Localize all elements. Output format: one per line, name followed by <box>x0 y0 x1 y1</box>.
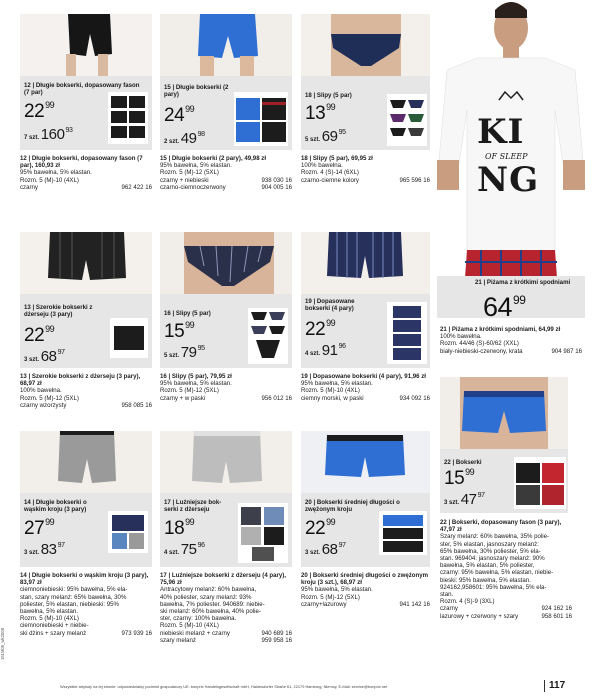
set-price: 7 szt. $160^{93}$ <box>24 126 73 143</box>
product-description-14: 14 | Długie bokserki o wąskim kroju (3 pary), 83,97 zł ciemnoniebieski: 95% bawełna, 5% ela- stan, szary melanż: 65% bawełna, 30% poliester, 5% elastan, niebieski: 95% bawełna, 5% elastan. Rozm. 5 (M)-10 (4XL) ciemnoniebieski + niebie- ski dżins + szary melanż 973 939 16 <box>20 572 152 637</box>
product-tile-15[interactable] <box>160 14 292 150</box>
product-description-13: 13 | Szerokie bokserki z dżerseju (3 pary), 68,97 zł 100% bawełna. Rozm. 5 (M)-12 (5XL) czarny wzorzysty 958 085 16 <box>20 373 152 409</box>
unit-price: $15^{99}$ <box>164 320 195 342</box>
product-tile-19[interactable] <box>301 232 430 368</box>
product-tile-14[interactable] <box>20 431 152 567</box>
product-tile-18[interactable] <box>301 14 430 150</box>
product-name: 20 | Bokserki średniej długości o zwężonym kroju <box>305 499 400 513</box>
catalog-code: 151M05_wk2008 <box>0 628 5 660</box>
unit-price: $18^{99}$ <box>164 517 195 539</box>
pack-inset <box>387 94 427 146</box>
shirt-print-of-sleep: OF SLEEP <box>485 152 528 161</box>
pack-inset <box>108 511 148 553</box>
pack-inset <box>238 503 288 563</box>
product-description-21: 21 | Piżama z krótkimi spodniami, 64,99 zł 100% bawełna. Rozm. 44/46 (S)-60/62 (XXL) biały-niebieski-czerwony, krata 904 987 16 <box>440 326 582 355</box>
boxer-model-image <box>160 14 292 76</box>
unit-price: $24^{99}$ <box>164 104 195 126</box>
legal-footer: Wszystkie artykuły na tej stronie: odpowiedzialny podmiot gospodarczy UE: bonprix Handelsgesellschaft mbH, Haldesdorfer Straße 61, 22179 Hamburg, Niemcy, E-Mail: service@bonprix.net <box>60 684 388 689</box>
product-name: 22 | Bokserki <box>444 459 482 466</box>
set-price: 4 szt. $91^{96}$ <box>305 342 346 359</box>
product-description-16: 16 | Slipy (5 par), 79,95 zł 95% bawełna, 5% elastan. Rozm. 5 (M)-12 (5XL) czarny + w paski 956 012 16 <box>160 373 292 402</box>
product-tile-12[interactable] <box>20 14 152 150</box>
unit-price: $27^{99}$ <box>24 517 55 539</box>
unit-price: $22^{99}$ <box>24 100 55 122</box>
boxer-model-image <box>301 431 430 493</box>
product-description-17: 17 | Luźniejsze bokserki z dżerseju (4 pary), 75,96 zł Antracytowy melanż: 60% bawełna, 40% poliester, szary melanż: 93% bawełna, 7% poliester. 940689: niebie- ski melanż: 60% bawełna, 40% polie- ster, czarny: 100% bawełna. Rozm. 5 (M)-10 (4XL) niebieski melanż + czarny 940 689 16 szary melanż 959 958 16 <box>160 572 292 644</box>
product-photo <box>301 14 430 76</box>
pack-inset <box>110 318 148 358</box>
product-name: 13 | Szerokie bokserki z dżerseju (3 pary) <box>24 304 93 318</box>
product-name: 19 | Dopasowane bokserki (4 pary) <box>305 298 355 312</box>
boxer-model-image <box>20 431 152 493</box>
briefs-model-image <box>301 14 430 76</box>
product-photo <box>160 14 292 76</box>
product-photo <box>20 431 152 493</box>
unit-price: $15^{99}$ <box>444 467 475 489</box>
boxer-model-image <box>20 14 152 76</box>
product-description-22: 22 | Bokserki, dopasowany fason (3 pary), 47,97 zł Szary melanż: 60% bawełna, 35% polie- ster, 5% elastan, jasnoszary melanż: 65% bawełna, 30% poliester, 5% ela- stan. 969404: jasnoszary melanż: 90% bawełna, 5% elastan, 5% poliester, czarny: 95% bawełna, 5% elastan, niebie- bieski: 95% bawełna, 5% elastan. 924162,958601: 95% bawełna, 5% ela- stan. Rozm. 4 (S)-9 (3XL) czarny 924 162 16 lazurowy + czerwony + szary 958 601 16 <box>440 519 572 620</box>
product-description-19: 19 | Dopasowane bokserki (4 pary), 91,96 zł 95% bawełna, 5% elastan. Rozm. 5 (M)-10 (4XL) ciemny morski, w paski 934 092 16 <box>301 373 430 402</box>
set-price: 3 szt. $68^{97}$ <box>24 348 65 365</box>
unit-price: $22^{99}$ <box>24 324 55 346</box>
set-price: 5 szt. $69^{95}$ <box>305 128 346 145</box>
briefs-model-image <box>160 232 292 294</box>
pack-inset <box>248 308 288 364</box>
boxer-model-image <box>301 232 430 294</box>
product-photo <box>440 377 568 449</box>
product-description-15: 15 | Długie bokserki (2 pary), 49,98 zł 95% bawełna, 5% elastan. Rozm. 5 (M)-12 (5XL) czarny + niebieski 938 030 16 czarno-ciemnoczerwony 904 005 16 <box>160 155 292 191</box>
boxer-model-image <box>160 431 292 493</box>
pack-inset <box>379 511 427 555</box>
product-tile-21[interactable] <box>437 0 585 318</box>
product-tile-13[interactable] <box>20 232 152 368</box>
unit-price: $64^{99}$ <box>483 292 526 318</box>
product-photo <box>160 232 292 294</box>
product-tile-22[interactable] <box>440 377 568 513</box>
product-name: 12 | Długie bokserki, dopasowany fason (7 par) <box>24 82 140 96</box>
set-price: 3 szt. $68^{97}$ <box>305 541 346 558</box>
product-photo <box>20 232 152 294</box>
page-number: 117 <box>549 680 566 691</box>
product-name: 17 | Luźniejsze bok-serki z dżerseju <box>164 499 222 513</box>
pack-inset <box>514 457 566 509</box>
product-photo <box>301 431 430 493</box>
product-name: 16 | Slipy (5 par) <box>164 310 211 317</box>
pack-inset <box>234 92 288 146</box>
product-photo <box>301 232 430 294</box>
product-name: 21 | Piżama z krótkimi spodniami <box>475 279 571 286</box>
unit-price: $22^{99}$ <box>305 517 336 539</box>
product-name: 18 | Slipy (5 par) <box>305 92 352 99</box>
product-photo <box>20 14 152 76</box>
product-tile-17[interactable] <box>160 431 292 567</box>
product-name: 15 | Długie bokserki (2 pary) <box>164 84 229 98</box>
unit-price: $13^{99}$ <box>305 102 336 124</box>
product-tile-20[interactable] <box>301 431 430 567</box>
pack-inset <box>387 302 427 364</box>
boxer-model-image <box>20 232 152 294</box>
product-description-18: 18 | Slipy (5 par), 69,95 zł 100% bawełna. Rozm. 4 (S)-14 (6XL) czarno-ciemne kolory 965 596 16 <box>301 155 430 184</box>
product-tile-16[interactable] <box>160 232 292 368</box>
product-description-12: 12 | Długie bokserki, dopasowany fason (7 par), 160,93 zł 95% bawełna, 5% elastan. Rozm. 5 (M)-10 (4XL) czarny 962 422 16 <box>20 155 152 191</box>
set-price: 3 szt. $47^{97}$ <box>444 491 485 508</box>
set-price: 5 szt. $79^{95}$ <box>164 344 205 361</box>
product-photo <box>160 431 292 493</box>
shirt-print-ki: KI <box>477 112 525 152</box>
set-price: 3 szt. $83^{97}$ <box>24 541 65 558</box>
product-description-20: 20 | Bokserki średniej długości o zwężonym kroju (3 szt.), 68,97 zł 95% bawełna, 5% elastan. Rozm. 5 (M)-12 (5XL) czarny+lazurowy 941 142 16 <box>301 572 430 608</box>
shirt-print-ng: NG <box>477 160 540 200</box>
set-price: 2 szt. $49^{98}$ <box>164 130 205 147</box>
pack-inset <box>108 92 148 144</box>
unit-price: $22^{99}$ <box>305 318 336 340</box>
product-name: 14 | Długie bokserki o wąskim kroju (3 pary) <box>24 499 87 513</box>
boxer-model-image <box>440 377 568 449</box>
set-price: 4 szt. $75^{96}$ <box>164 541 205 558</box>
